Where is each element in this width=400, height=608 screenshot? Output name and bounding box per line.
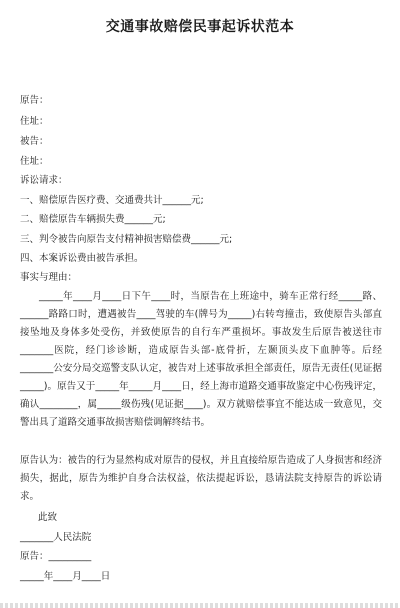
page-footer-fragment: [0, 603, 400, 608]
date-line: _____年____月____日: [20, 571, 111, 582]
defendant-label: 被告：: [20, 136, 49, 147]
closing-text: 此致: [38, 512, 58, 523]
document-title: 交通事故赔偿民事起诉状范本: [105, 19, 295, 35]
claim-item: 四、本案诉讼费由被告承担。: [20, 253, 144, 264]
court-name: _______人民法院: [20, 532, 92, 543]
claim-item: 三、判令被告向原告支付精神损害赔偿费______元;: [20, 234, 233, 245]
claim-item: 二、赔偿原告车辆损失费______元;: [20, 214, 166, 225]
signature-line: 原告：_________: [20, 551, 92, 562]
claims-heading: 诉讼请求：: [20, 175, 68, 186]
facts-paragraph: _____年____月____日下午____时，当原告在上班途中，骑车正常行经_____路、______路路口时，遭遇被告____驾驶的车(牌号为_____)右转弯撞击，致使原告头部直接坠地及身体多处受伤，并致使原告的自行车严重损坏。事故发生后原告被送往市_______医院，经门诊诊断，造成原告头部-底骨折，左颞顶头皮下血肿等。后经_______公安分局交巡警支队认定，被告对上述事故承担全部责任，原告无责任(见证据_____)。原告又于_____年_____月____日，经上海市道路交通事故鉴定中心伤残评定，确认________，属_____级伤残(见证据____)。双方就赔偿事宜不能达成一致意见，交警出具了道路交通事故损害赔偿调解终结书。: [20, 291, 382, 428]
facts-heading: 事实与理由：: [20, 272, 78, 283]
plaintiff-address-label: 住址：: [20, 116, 49, 127]
claim-item: 一、赔偿原告医疗费、交通费共计______元;: [20, 195, 204, 206]
plaintiff-label: 原告：: [20, 95, 49, 106]
reason-paragraph: 原告认为：被告的行为显然构成对原告的侵权，并且直接给原告造成了人身损害和经济损失，据此，原告为维护自身合法权益，依法提起诉讼，恳请法院支持原告的诉讼请求。: [20, 455, 382, 502]
defendant-address-label: 住址：: [20, 156, 49, 167]
